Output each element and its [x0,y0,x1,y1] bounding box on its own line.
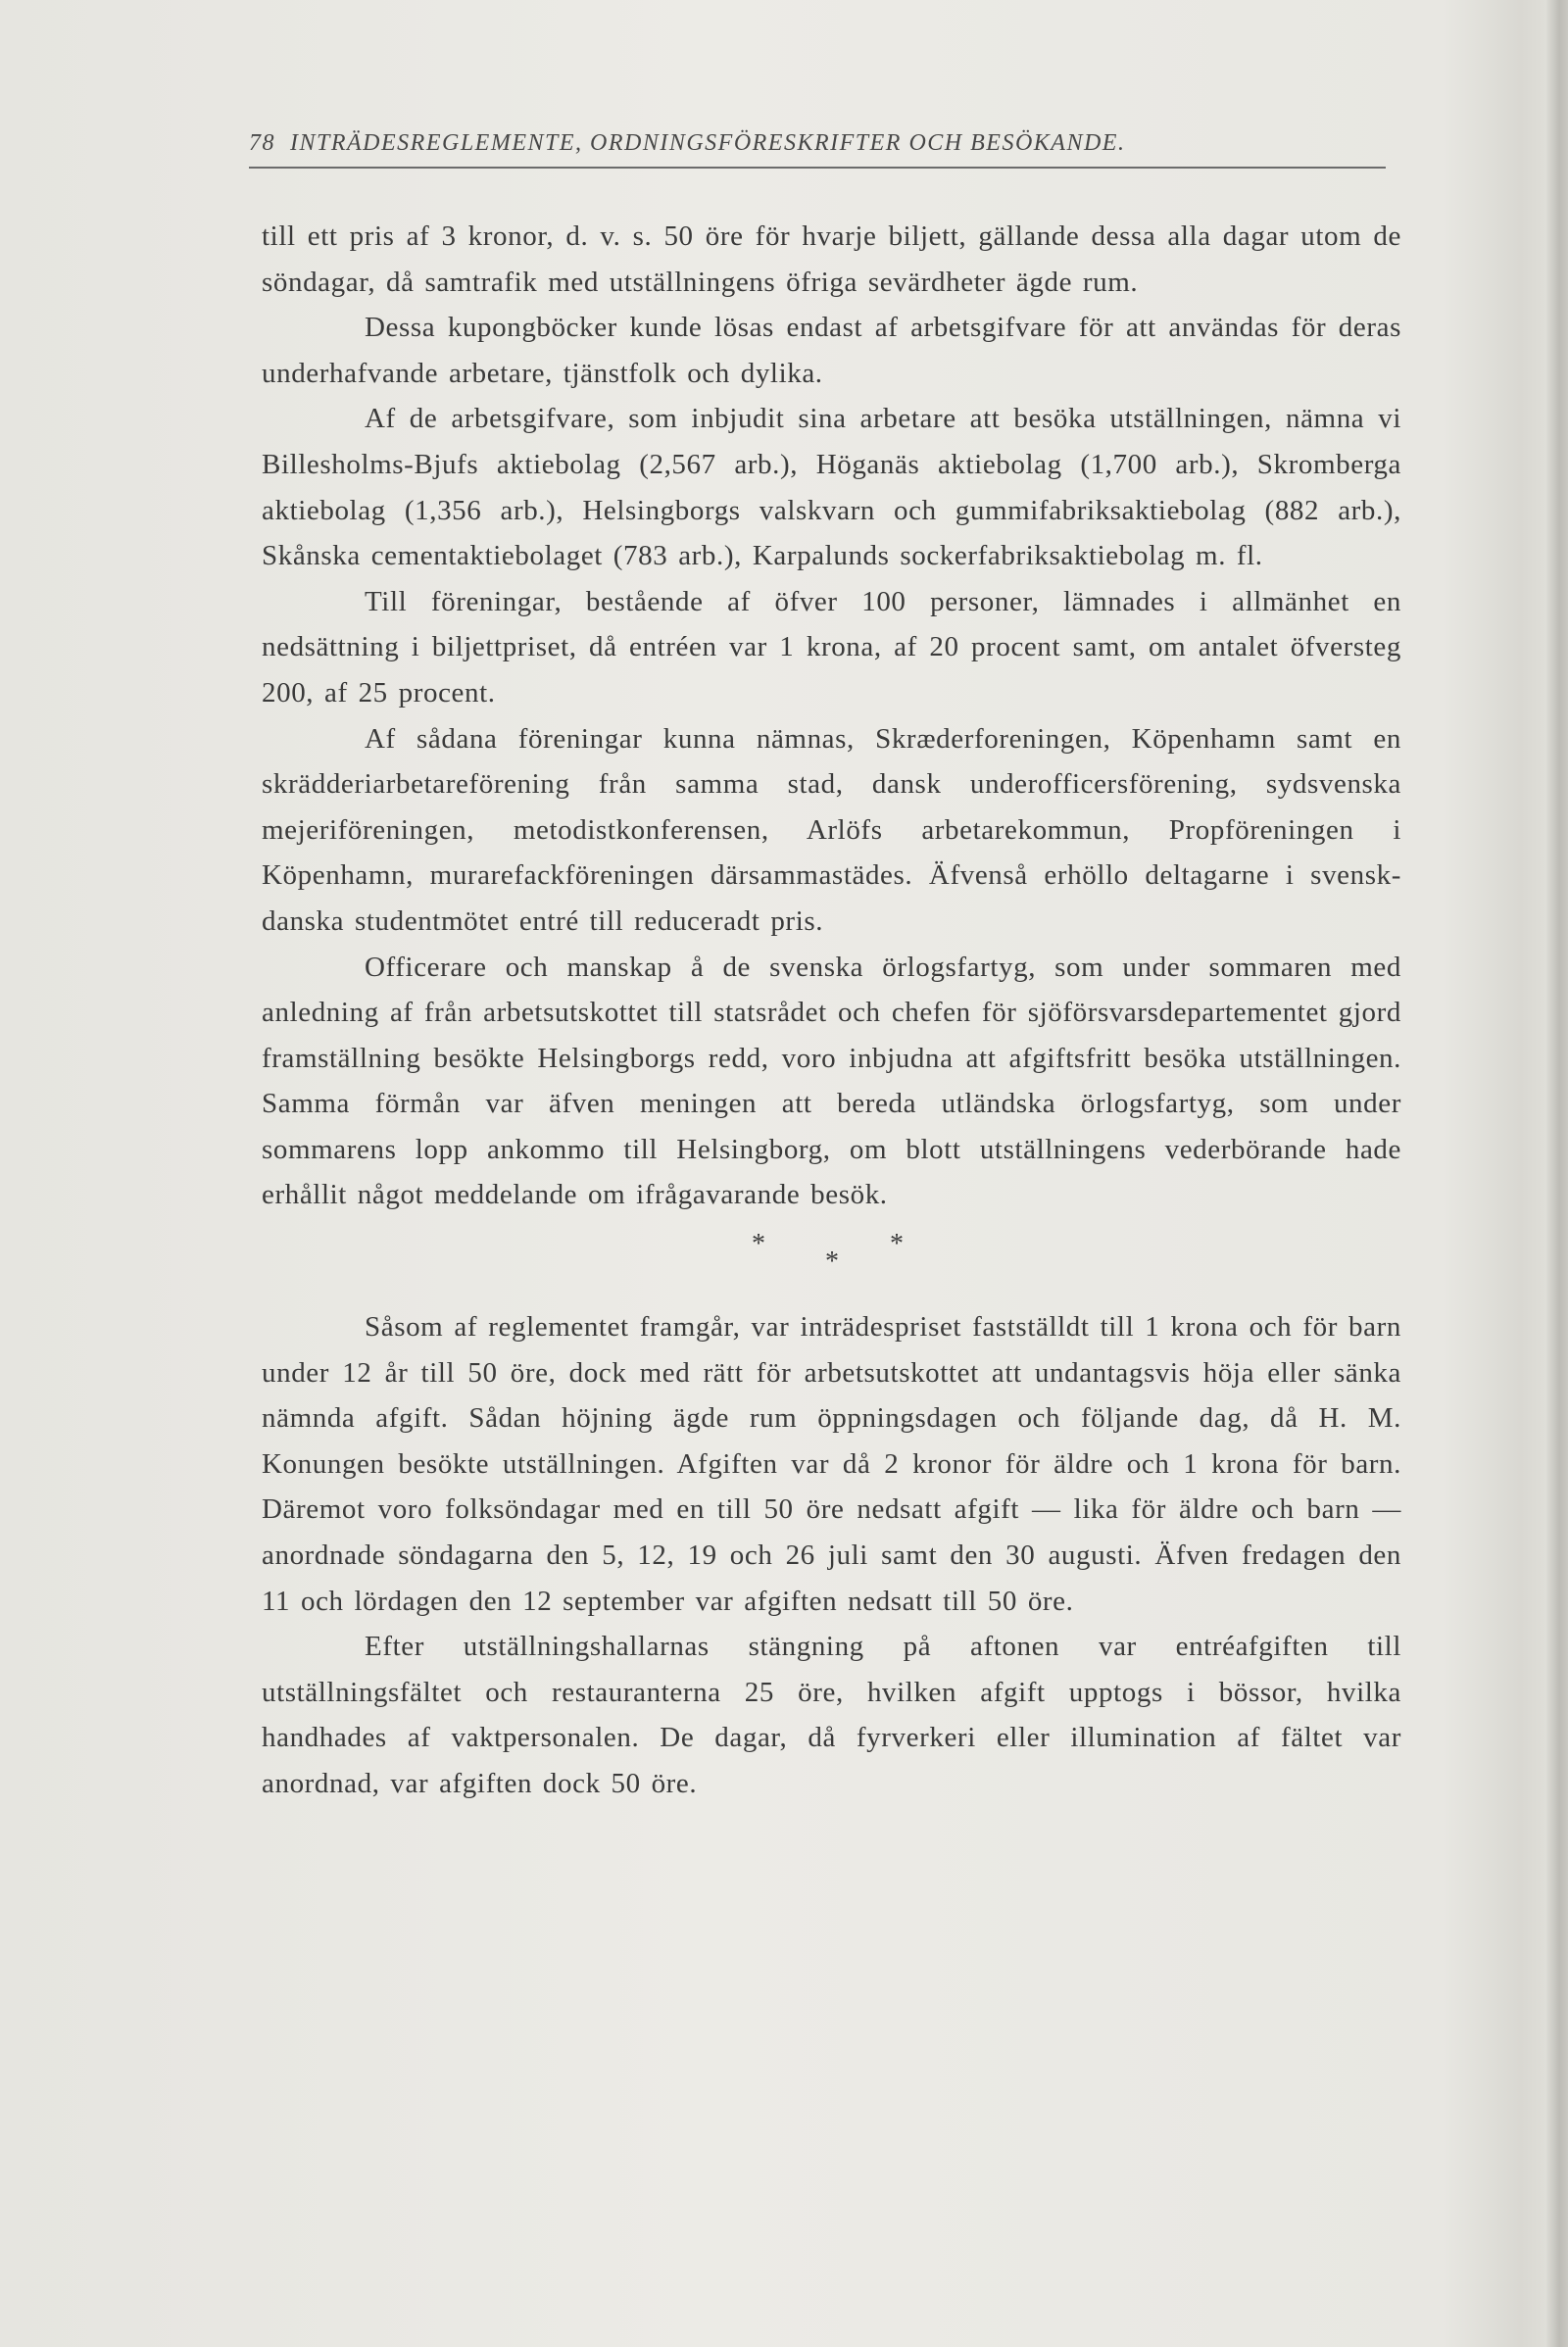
section-separator [262,1218,1401,1304]
header-rule [249,167,1386,169]
paragraph: Officerare och manskap å de svenska örlogsfartyg, som under sommaren med anledning af från arbetsutskottet till statsrådet och chefen för sjöförsvarsdepartementet gjord framställning besökte Helsingborgs redd, voro inbjudna att afgiftsfritt besöka utställningen. Samma förmån var äfven meningen att bereda utländska örlogsfartyg, som under sommarens lopp ankommo till Helsingborg, om blott utställningens vederbörande hade erhållit något meddelande om ifrågavarande besök. [262,951,1401,1211]
asterisk: * [890,1229,905,1260]
paragraph: Af de arbetsgifvare, som inbjudit sina arbetare att besöka utställningen, nämna vi Billesholms-Bjufs aktiebolag (2,567 arb.), Höganäs aktiebolag (1,700 arb.), Skromberga aktiebolag (1,356 arb.), Helsingborgs valskvarn och gummifabriksaktiebolag (882 arb.), Skånska cementaktiebolaget (783 arb.), Karpalunds sockerfabriksaktiebolag m. fl. [262,403,1401,572]
paragraph: Af sådana föreningar kunna nämnas, Skræderforeningen, Köpenhamn samt en skrädderiarbetareförening från samma stad, dansk underofficersförening, sydsvenska mejeriföreningen, metodistkonferensen, Arlöfs arbetarekommun, Propföreningen i Köpenhamn, murarefackföreningen därsammastädes. Äfvenså erhöllo deltagarne i svensk-danska studentmötet entré till reduceradt pris. [262,722,1401,937]
paragraph: till ett pris af 3 kronor, d. v. s. 50 öre för hvarje biljett, gällande dessa alla dagar utom de söndagar, då samtrafik med utställningens öfriga sevärdheter ägde rum. [262,220,1401,298]
page-number: 78 [249,130,275,156]
paragraph: Efter utställningshallarnas stängning på aftonen var entréafgiften till utställningsfältet och restauranterna 25 öre, hvilken afgift upptogs i bössor, hvilka handhades af vaktpersonalen. De dagar, då fyrverkeri eller illumination af fältet var anordnad, var afgiften dock 50 öre. [262,1631,1401,1799]
asterisk: * [752,1229,766,1260]
running-title: INTRÄDESREGLEMENTE, ORDNINGSFÖRESKRIFTER OCH BESÖKANDE. [290,130,1126,156]
paragraph: Såsom af reglementet framgår, var inträdespriset fastställdt till 1 krona och för barn under 12 år till 50 öre, dock med rätt för arbetsutskottet att undantagsvis höja eller sänka nämnda afgift. Sådan höjning ägde rum öppningsdagen och följande dag, då H. M. Konungen besökte utställningen. Afgiften var då 2 kronor för äldre och 1 krona för barn. Däremot voro folksöndagar med en till 50 öre nedsatt afgift — lika för äldre och barn — anordnade söndagarna den 5, 12, 19 och 26 juli samt den 30 augusti. Äfven fredagen den 11 och lördagen den 12 september var afgiften nedsatt till 50 öre. [262,1311,1401,1617]
page-edge-shadow [1546,0,1568,2347]
paragraph: Dessa kupongböcker kunde lösas endast af arbetsgifvare för att användas för deras underhafvande arbetare, tjänstfolk och dylika. [262,312,1401,389]
asterisk: * [825,1247,840,1278]
paragraph: Till föreningar, bestående af öfver 100 personer, lämnades i allmänhet en nedsättning i biljettpriset, då entréen var 1 krona, af 20 procent samt, om antalet öfversteg 200, af 25 procent. [262,585,1401,709]
body-text [262,214,1401,1807]
running-header [249,130,1386,157]
